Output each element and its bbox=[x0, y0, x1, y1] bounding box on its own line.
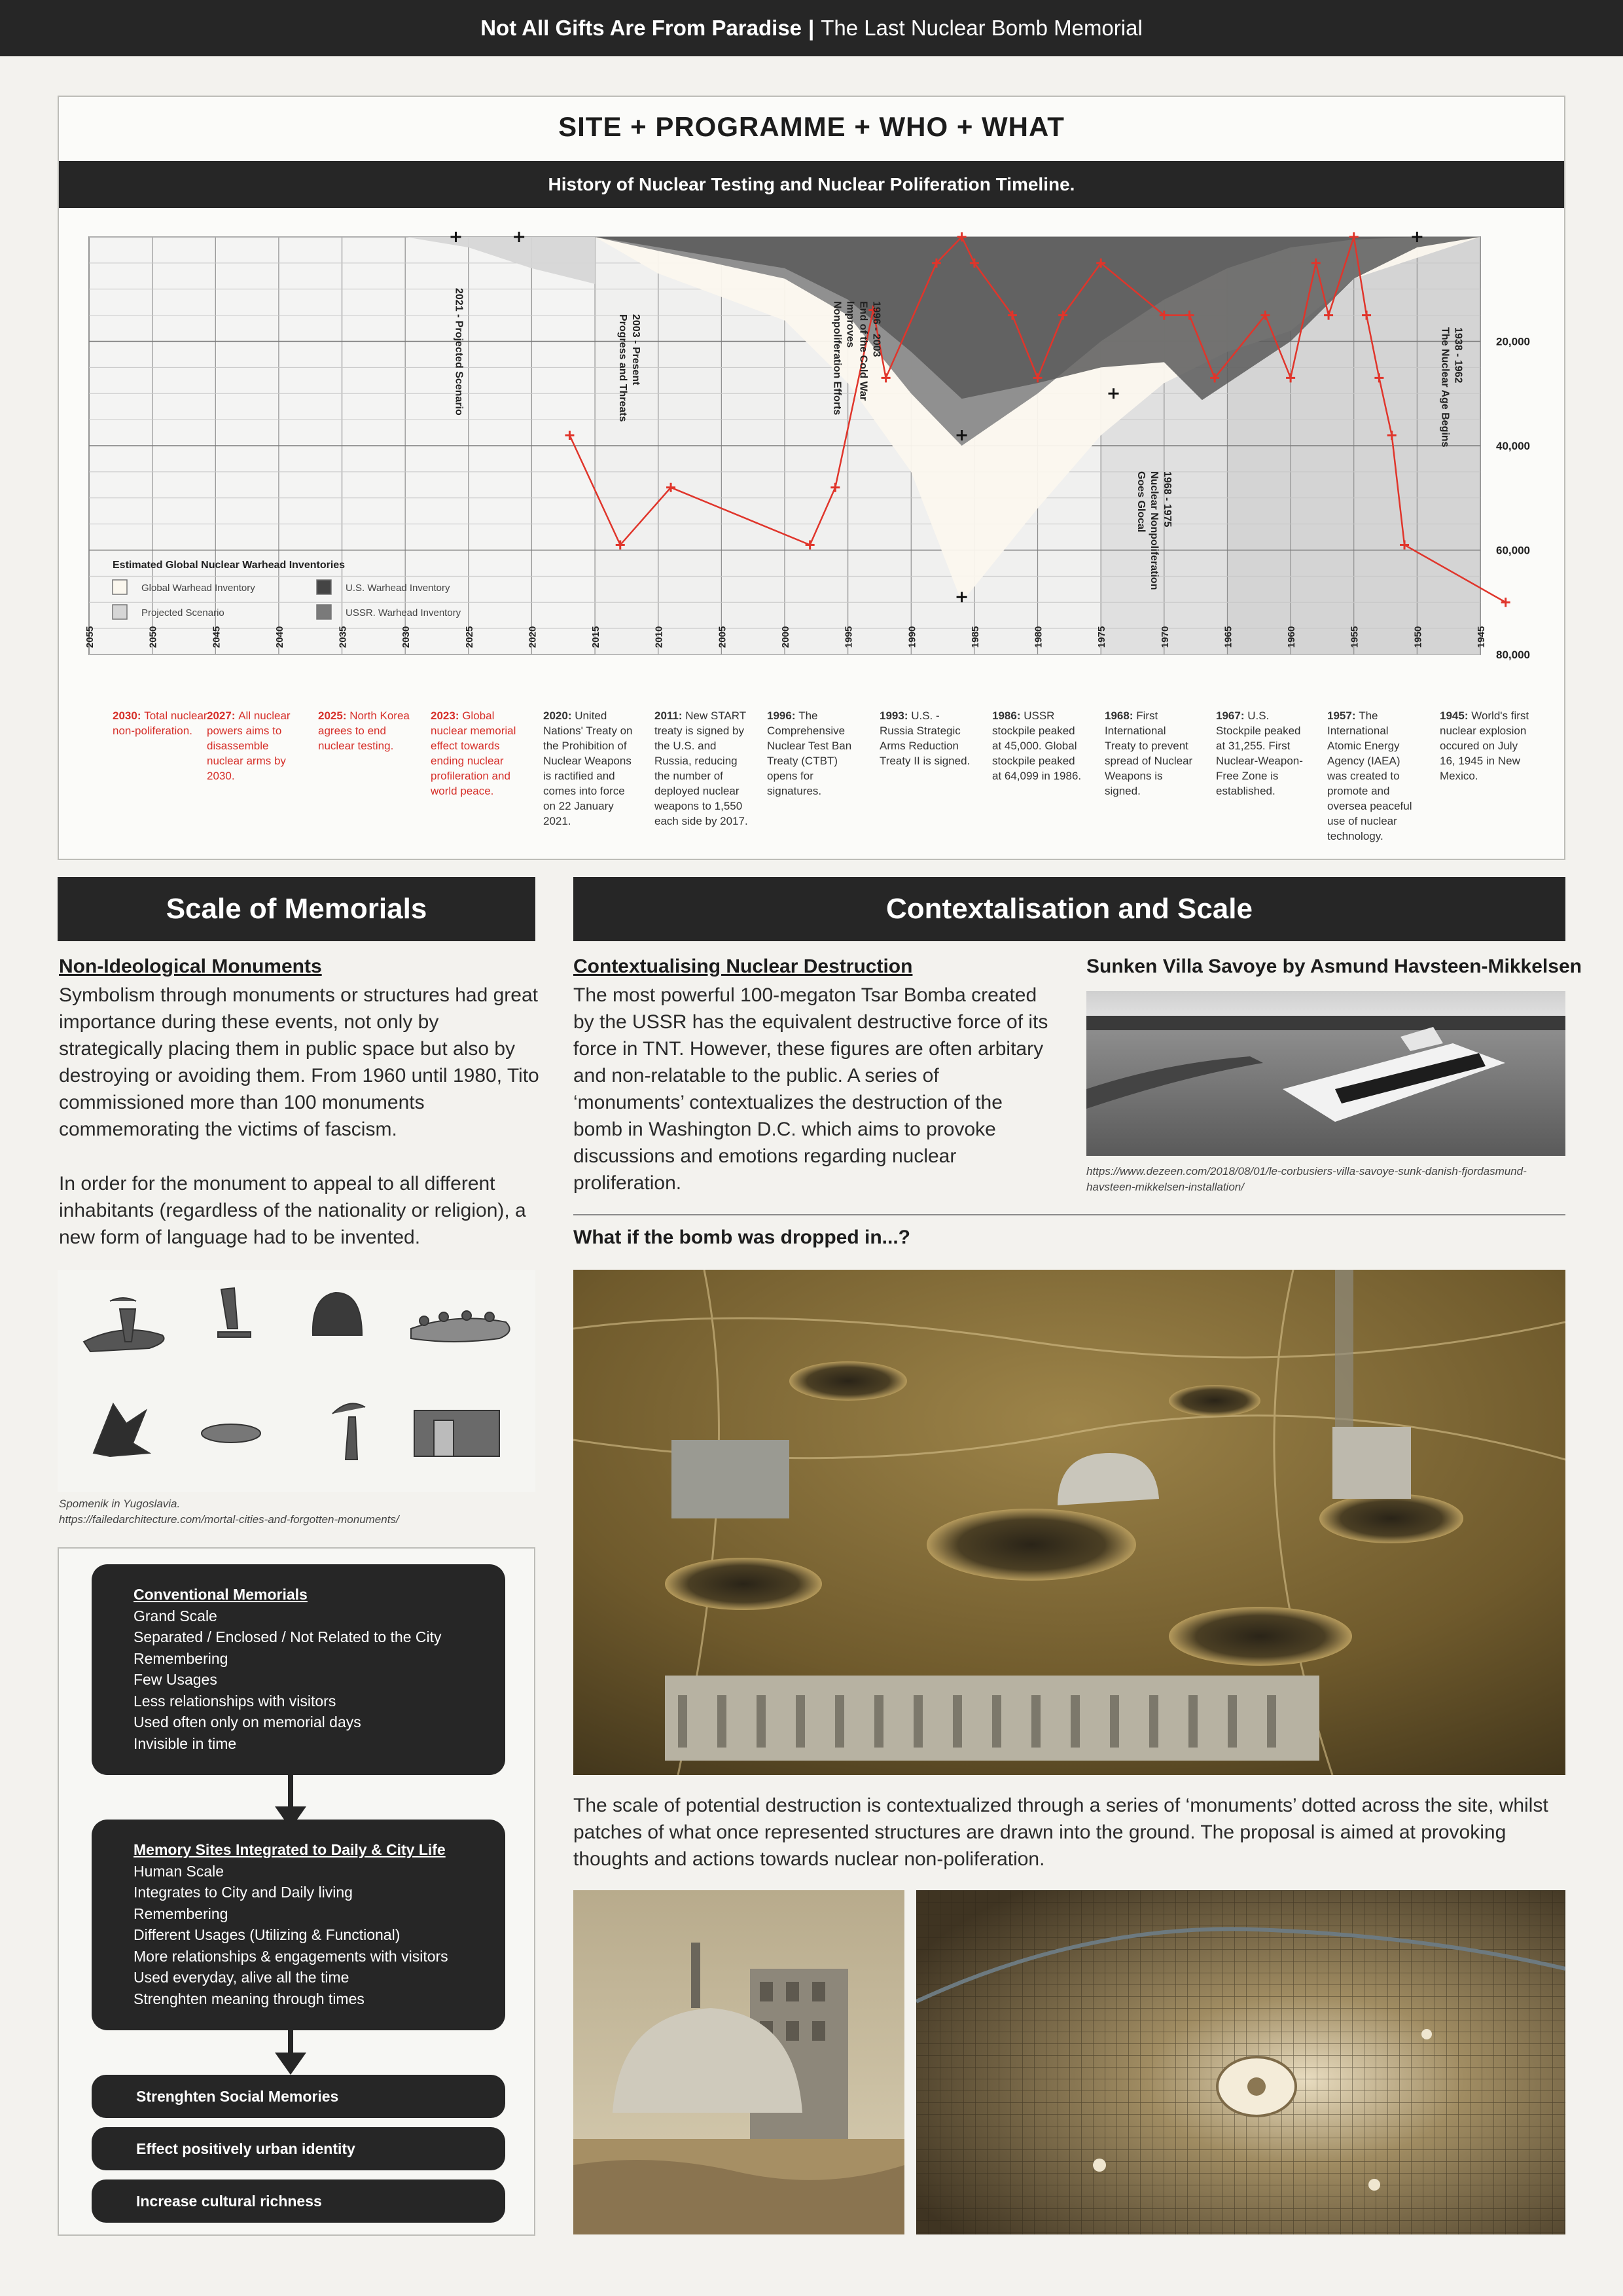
x-tick-label: 2020 bbox=[527, 626, 539, 648]
conventional-item: Less relationships with visitors bbox=[134, 1692, 336, 1710]
column bbox=[757, 1695, 766, 1748]
spomenik-caption: Spomenik in Yugoslavia. bbox=[59, 1498, 181, 1510]
context-paragraph-2: The scale of potential destruction is contextualized through a series of ‘monuments’ dotted across the site, whilst patches of what once represented structures are drawn into the ground. The proposal is aimed at provoking thoughts and actions towards nuclear non-poliferation. bbox=[573, 1795, 1548, 1870]
column bbox=[835, 1695, 844, 1748]
outcome-urban-identity: Effect positively urban identity bbox=[92, 2127, 505, 2170]
x-tick-label: 1965 bbox=[1222, 626, 1234, 648]
timeline-note bbox=[318, 708, 413, 753]
timeline-note bbox=[992, 708, 1087, 783]
crater-center bbox=[1247, 2077, 1266, 2096]
x-tick-label: 2030 bbox=[401, 626, 412, 648]
spomenik-6 bbox=[202, 1424, 260, 1443]
conventional-item: Invisible in time bbox=[134, 1734, 237, 1752]
spomenik-4-dot-1 bbox=[419, 1316, 429, 1325]
aerial-crater-image bbox=[916, 1890, 1565, 2234]
memory-sites-title: Memory Sites Integrated to Daily & City Life bbox=[134, 1841, 446, 1858]
timeline-note bbox=[1105, 708, 1200, 798]
timeline-note-text: Global nuclear memorial effect towards ending nuclear profileration and world peace. bbox=[431, 709, 516, 797]
timeline-note-year: 2027: bbox=[207, 709, 239, 722]
timeline-note bbox=[880, 708, 974, 768]
spomenik-image-grid bbox=[58, 1270, 535, 1492]
timeline-note bbox=[1440, 708, 1535, 783]
spomenik-7 bbox=[332, 1403, 365, 1460]
x-tick-label: 2005 bbox=[717, 626, 728, 648]
timeline-note-text: North Korea agrees to end nuclear testing. bbox=[318, 709, 410, 752]
timeline-note-text: USSR stockpile peaked at 45,000. Global stockpile peaked at 64,099 in 1986. bbox=[992, 709, 1082, 782]
office-building bbox=[671, 1440, 789, 1518]
tower-window bbox=[786, 1982, 799, 2001]
crater-2 bbox=[1169, 1385, 1260, 1416]
column bbox=[1071, 1695, 1080, 1748]
timeline-note bbox=[207, 708, 302, 783]
timeline-note bbox=[113, 708, 207, 738]
timeline-note-text: The International Atomic Energy Agency (IAEA) was created to promote and oversea peaceful use of nuclear technology. bbox=[1327, 709, 1412, 842]
nuclear-test-point bbox=[1501, 598, 1510, 607]
spomenik-4-dot-4 bbox=[485, 1312, 494, 1321]
context-heading: Contextalisation and Scale bbox=[573, 877, 1565, 941]
context-subheading: Contextualising Nuclear Destruction bbox=[573, 956, 913, 977]
column bbox=[1188, 1695, 1198, 1748]
timeline-note-text: World's first nuclear explosion occured on July 16, 1945 in New Mexico. bbox=[1440, 709, 1529, 782]
tower-window bbox=[786, 2021, 799, 2041]
x-tick-label: 2010 bbox=[653, 626, 665, 648]
column bbox=[1228, 1695, 1237, 1748]
legend-label: USSR. Warhead Inventory bbox=[346, 607, 461, 619]
timeline-note-text: First International Treaty to prevent spread of Nuclear Weapons is signed. bbox=[1105, 709, 1193, 797]
memory-sites-item: Integrates to City and Daily living bbox=[134, 1884, 353, 1901]
column bbox=[992, 1695, 1001, 1748]
memory-sites-box bbox=[92, 1820, 505, 2030]
legend-swatch bbox=[113, 580, 127, 594]
column bbox=[953, 1695, 962, 1748]
timeline-note-year: 1996: bbox=[767, 709, 799, 722]
museum-building bbox=[1332, 1427, 1411, 1499]
x-tick-label: 1960 bbox=[1286, 626, 1298, 648]
far-shore bbox=[1086, 1016, 1565, 1031]
timeline-note-text: Total nuclear non-poliferation. bbox=[113, 709, 207, 737]
spomenik-4-dot-3 bbox=[462, 1311, 471, 1320]
small-crater bbox=[1093, 2159, 1106, 2172]
column bbox=[914, 1695, 923, 1748]
timeline-note-year: 2023: bbox=[431, 709, 463, 722]
spomenik-3 bbox=[313, 1293, 362, 1335]
x-tick-label: 1955 bbox=[1349, 626, 1361, 648]
column bbox=[717, 1695, 726, 1748]
villa-caption: https://www.dezeen.com/2018/08/01/le-corbusiers-villa-savoye-sunk-danish-fjordasmund-havsteen-mikkelsen-installation/ bbox=[1086, 1165, 1527, 1193]
x-tick-label: 1975 bbox=[1096, 626, 1108, 648]
timeline-note-year: 1993: bbox=[880, 709, 912, 722]
x-tick-label: 1985 bbox=[969, 626, 981, 648]
era-label-line: Goes Glocal bbox=[1135, 471, 1147, 533]
villa-title: Sunken Villa Savoye by Asmund Havsteen-Mikkelsen bbox=[1086, 956, 1582, 977]
washington-monument bbox=[1335, 1270, 1353, 1427]
column bbox=[1267, 1695, 1276, 1748]
scale-paragraph-2: In order for the monument to appeal to all different inhabitants (regardless of the nationality or religion), a new form of language had to be invented. bbox=[59, 1173, 526, 1248]
capitol-ruins-image bbox=[573, 1890, 904, 2234]
timeline-note-year: 1957: bbox=[1327, 709, 1359, 722]
spomenik-5 bbox=[94, 1404, 149, 1456]
tower-window bbox=[812, 2021, 825, 2041]
crater-landscape bbox=[573, 1270, 1565, 1775]
x-tick-label: 2035 bbox=[337, 626, 349, 648]
era-label-line: The Nuclear Age Begins bbox=[1439, 327, 1451, 448]
column bbox=[1110, 1695, 1119, 1748]
timeline-note bbox=[1327, 708, 1422, 844]
spomenik-4-dot-2 bbox=[439, 1312, 448, 1321]
poster-title-bold: Not All Gifts Are From Paradise bbox=[480, 16, 802, 40]
memory-sites-item: More relationships & engagements with visitors bbox=[134, 1947, 448, 1965]
tower-window bbox=[812, 1982, 825, 2001]
y-tick-label: 20,000 bbox=[1496, 335, 1530, 348]
crater-6 bbox=[1169, 1607, 1352, 1666]
column bbox=[874, 1695, 883, 1748]
spomenik-2 bbox=[218, 1288, 251, 1337]
era-label-line: 2003 - Present bbox=[630, 314, 642, 386]
era-label bbox=[453, 288, 464, 416]
conventional-item: Separated / Enclosed / Not Related to the City bbox=[134, 1628, 442, 1645]
memory-sites-item: Human Scale bbox=[134, 1862, 224, 1880]
legend-label: Projected Scenario bbox=[141, 607, 224, 619]
legend-swatch bbox=[113, 605, 127, 619]
sunken-villa-image bbox=[1086, 991, 1565, 1156]
scale-subheading: Non-Ideological Monuments bbox=[59, 956, 322, 977]
timeline-note-year: 2025: bbox=[318, 709, 350, 722]
era-label-line: End of the Cold War bbox=[857, 301, 869, 401]
x-tick-label: 2050 bbox=[147, 626, 159, 648]
x-tick-label: 2015 bbox=[590, 626, 602, 648]
tower-window bbox=[760, 1982, 773, 2001]
era-label-line: 1996 - 2003 bbox=[870, 301, 882, 357]
y-tick-label: 40,000 bbox=[1496, 440, 1530, 452]
dome-spire bbox=[691, 1943, 700, 2008]
scale-heading: Scale of Memorials bbox=[58, 877, 535, 941]
timeline-note-text: New START treaty is signed by the U.S. and Russia, reducing the number of deployed nuclear weapons to 1,550 each side by 2017. bbox=[654, 709, 748, 827]
y-tick-label: 80,000 bbox=[1496, 649, 1530, 661]
timeline-note-text: All nuclear powers aims to disassemble nuclear arms by 2030. bbox=[207, 709, 291, 782]
crater-4 bbox=[1319, 1494, 1463, 1543]
conventional-memorials-box bbox=[92, 1564, 505, 1775]
x-tick-label: 2040 bbox=[274, 626, 285, 648]
conventional-item: Remembering bbox=[134, 1649, 228, 1667]
header-separator: | bbox=[808, 16, 815, 40]
conventional-item: Used often only on memorial days bbox=[134, 1713, 361, 1731]
legend-label: Global Warhead Inventory bbox=[141, 583, 255, 594]
timeline-note-text: U.S. - Russia Strategic Arms Reduction Treaty II is signed. bbox=[880, 709, 971, 767]
legend-swatch bbox=[317, 580, 331, 594]
legend-title: Estimated Global Nuclear Warhead Inventories bbox=[113, 560, 346, 571]
context-paragraph: The most powerful 100-megaton Tsar Bomba created by the USSR has the equivalent destructive force of its force in TNT. However, these figures are often arbitary and non-relatable to the public. A series of ‘monuments’ contextualizes the destruction of the bomb in Washington D.C. which aims to provoke discussions and emotions regarding nuclear proliferation. bbox=[573, 984, 1048, 1194]
column bbox=[1149, 1695, 1158, 1748]
outcome-cultural-richness: Increase cultural richness bbox=[92, 2179, 505, 2223]
crater-5 bbox=[665, 1558, 822, 1610]
timeline-title-bar: History of Nuclear Testing and Nuclear Poliferation Timeline. bbox=[59, 161, 1564, 208]
timeline-note bbox=[431, 708, 526, 798]
section-title: SITE + PROGRAMME + WHO + WHAT bbox=[558, 111, 1065, 142]
timeline-note-year: 1986: bbox=[992, 709, 1024, 722]
small-crater bbox=[1368, 2179, 1380, 2191]
x-tick-label: 2025 bbox=[463, 626, 475, 648]
memory-sites-item: Strenghten meaning through times bbox=[134, 1990, 365, 2007]
scale-paragraph-1: Symbolism through monuments or structures had great importance during these events, not only by strategically placing them in public space but also by destroying or avoiding them. From 1960 until 1980, Tito commissioned more than 100 monuments commemorating the victims of fascism. bbox=[59, 984, 539, 1140]
x-tick-label: 1945 bbox=[1476, 626, 1487, 648]
conventional-memorials-title: Conventional Memorials bbox=[134, 1586, 308, 1603]
memory-sites-item: Remembering bbox=[134, 1905, 228, 1922]
sunken-villa-photo bbox=[1086, 991, 1565, 1156]
era-label-line: Progress and Threats bbox=[617, 314, 629, 422]
crater-1 bbox=[789, 1361, 907, 1401]
column bbox=[1031, 1695, 1041, 1748]
conventional-item: Few Usages bbox=[134, 1671, 217, 1688]
timeline-note-text: United Nations' Treaty on the Prohibition of Nuclear Weapons is ractified and comes into force on 22 January 2021. bbox=[543, 709, 633, 827]
legend-swatch bbox=[317, 605, 331, 619]
x-tick-label: 1995 bbox=[843, 626, 855, 648]
small-crater bbox=[1421, 2029, 1432, 2039]
timeline-note-year: 1945: bbox=[1440, 709, 1472, 722]
column bbox=[678, 1695, 687, 1748]
era-label-line: Nonpoliferation Efforts bbox=[831, 301, 843, 416]
timeline-note-text: The Comprehensive Nuclear Test Ban Treaty (CTBT) opens for signatures. bbox=[767, 709, 852, 797]
timeline-note bbox=[654, 708, 749, 829]
outcome-social-memories: Strenghten Social Memories bbox=[92, 2075, 505, 2118]
timeline-note-year: 2020: bbox=[543, 709, 575, 722]
washington-destruction-render bbox=[573, 1270, 1565, 1775]
legend-label: U.S. Warhead Inventory bbox=[346, 583, 450, 594]
timeline-note-year: 1968: bbox=[1105, 709, 1137, 722]
conventional-item: Grand Scale bbox=[134, 1607, 217, 1624]
timeline-note-year: 1967: bbox=[1216, 709, 1248, 722]
spomenik-8-opening bbox=[434, 1420, 454, 1456]
memory-sites-item: Used everyday, alive all the time bbox=[134, 1969, 349, 1986]
era-label-line: 1938 - 1962 bbox=[1452, 327, 1464, 384]
y-tick-label: 60,000 bbox=[1496, 544, 1530, 557]
x-tick-label: 1980 bbox=[1033, 626, 1044, 648]
x-tick-label: 1990 bbox=[906, 626, 918, 648]
era-label-line: 2021 - Projected Scenario bbox=[453, 288, 465, 416]
memory-sites-item: Different Usages (Utilizing & Functional) bbox=[134, 1926, 401, 1943]
spomenik-8 bbox=[414, 1410, 499, 1456]
x-tick-label: 1950 bbox=[1412, 626, 1424, 648]
timeline-note bbox=[1216, 708, 1311, 798]
poster-title-regular: The Last Nuclear Bomb Memorial bbox=[821, 16, 1143, 40]
spomenik-caption-url: https://failedarchitecture.com/mortal-cities-and-forgotten-monuments/ bbox=[59, 1513, 399, 1526]
crater-3 bbox=[927, 1509, 1136, 1581]
timeline-note-text: U.S. Stockpile peaked at 31,255. First Nuclear-Weapon-Free Zone is established. bbox=[1216, 709, 1303, 797]
era-label-line: Improves bbox=[844, 301, 856, 348]
spomenik-sculptures bbox=[58, 1270, 535, 1492]
timeline-note bbox=[543, 708, 638, 829]
aerial-crater-map bbox=[916, 1890, 1565, 2234]
era-label-line: 1968 - 1975 bbox=[1161, 471, 1173, 528]
question-heading: What if the bomb was dropped in...? bbox=[573, 1227, 910, 1248]
x-tick-label: 2045 bbox=[211, 626, 223, 648]
timeline-note-year: 2011: bbox=[654, 709, 686, 722]
timeline-note bbox=[767, 708, 862, 798]
x-tick-label: 2055 bbox=[84, 626, 96, 648]
timeline-note-year: 2030: bbox=[113, 709, 145, 722]
era-label-line: Nuclear Nonpoliferation bbox=[1148, 471, 1160, 590]
capitol-ruins-render bbox=[573, 1890, 904, 2234]
column bbox=[796, 1695, 805, 1748]
x-tick-label: 1970 bbox=[1159, 626, 1171, 648]
x-tick-label: 2000 bbox=[780, 626, 791, 648]
divider bbox=[573, 1214, 1565, 1215]
